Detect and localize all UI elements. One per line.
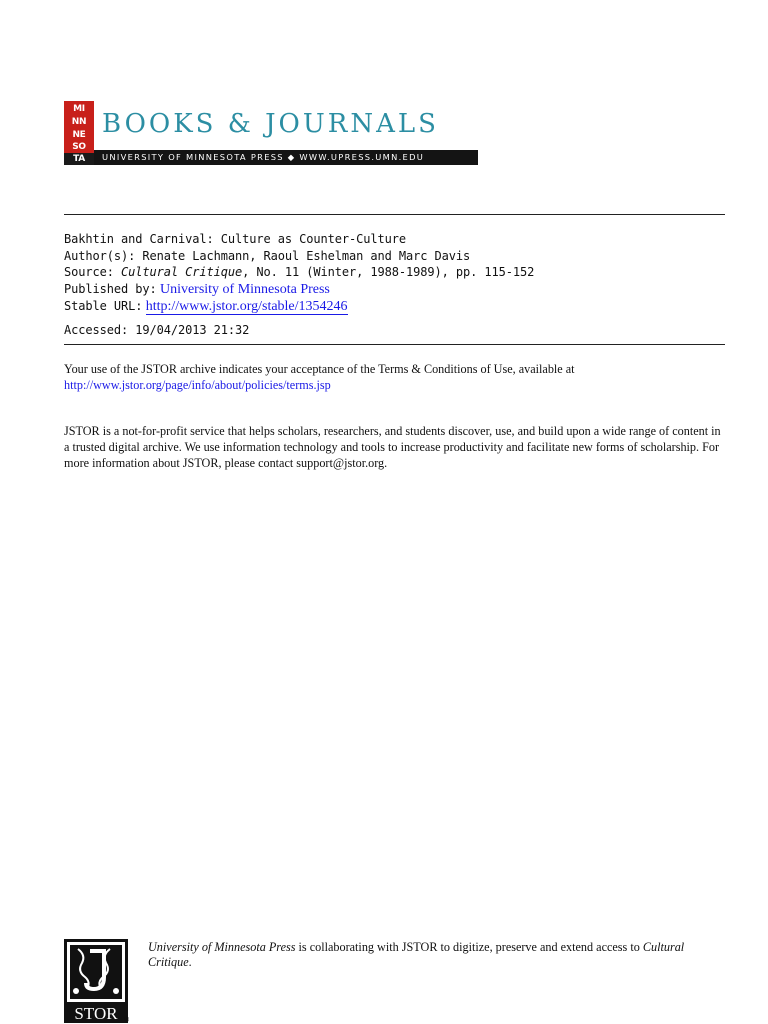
- source-label: Source:: [64, 265, 114, 280]
- authors-label: Author(s):: [64, 248, 136, 263]
- banner-title: BOOKS & JOURNALS: [102, 109, 439, 139]
- stable-url-link[interactable]: http://www.jstor.org/stable/1354246: [145, 299, 348, 315]
- banner-subtitle: UNIVERSITY OF MINNESOTA PRESS ◆ WWW.UPRESS.UMN.EDU: [102, 152, 425, 162]
- terms-link[interactable]: http://www.jstor.org/page/info/about/policies/terms.jsp: [64, 377, 331, 392]
- stable-url-row: [64, 298, 724, 316]
- terms-notice: [64, 362, 724, 393]
- divider-bottom: [64, 344, 725, 345]
- logo-line-2: NN: [71, 117, 87, 127]
- source-details: , No. 11 (Winter, 1988-1989), pp. 115-152: [242, 265, 535, 280]
- jstor-registered-mark: ®: [123, 1016, 130, 1023]
- logo-line-1: MI: [73, 104, 85, 114]
- collaboration-notice: [148, 940, 728, 969]
- publisher-row: [64, 281, 724, 299]
- jstor-about-text: JSTOR is a not-for-profit service that helps scholars, researchers, and students discover, use, and build upon a wide range of content in a trusted digital archive. We use information technology and tools to increase productivity and facilitate new forms of scholarship. For more information about JSTOR, please contact support@jstor.org.: [64, 424, 721, 471]
- minnesota-logo: [64, 101, 94, 165]
- logo-line-3: NE: [72, 130, 86, 140]
- footer-end: .: [188, 954, 192, 969]
- footer-publisher: University of Minnesota Press: [148, 940, 296, 954]
- press-banner: [64, 101, 478, 165]
- logo-line-5: TA: [64, 153, 94, 165]
- banner-subtitle-bar: [94, 150, 478, 165]
- footer-journal: Cultural Critique: [148, 940, 685, 969]
- publisher-link[interactable]: University of Minnesota Press: [159, 281, 330, 297]
- footer-middle: is collaborating with JSTOR to digitize, preserve and extend access to: [295, 940, 643, 954]
- accessed-date: Accessed: 19/04/2013 21:32: [64, 322, 250, 337]
- authors-value: Renate Lachmann, Raoul Eshelman and Marc Davis: [142, 248, 471, 263]
- terms-text: Your use of the JSTOR archive indicates your acceptance of the Terms & Conditions of Use, available at: [64, 362, 575, 376]
- logo-line-4: SO: [72, 142, 86, 152]
- source-row: [64, 264, 724, 281]
- authors-row: [64, 248, 724, 265]
- published-label: Published by:: [64, 281, 157, 296]
- article-title: Bakhtin and Carnival: Culture as Counter-Culture: [64, 232, 406, 246]
- source-journal: Cultural Critique: [121, 265, 243, 280]
- jstor-logo-text: STOR: [74, 1004, 118, 1023]
- stable-url-label: Stable URL:: [64, 299, 143, 314]
- citation-block: [64, 231, 724, 339]
- jstor-logo: [64, 939, 132, 1023]
- divider-top: [64, 214, 725, 215]
